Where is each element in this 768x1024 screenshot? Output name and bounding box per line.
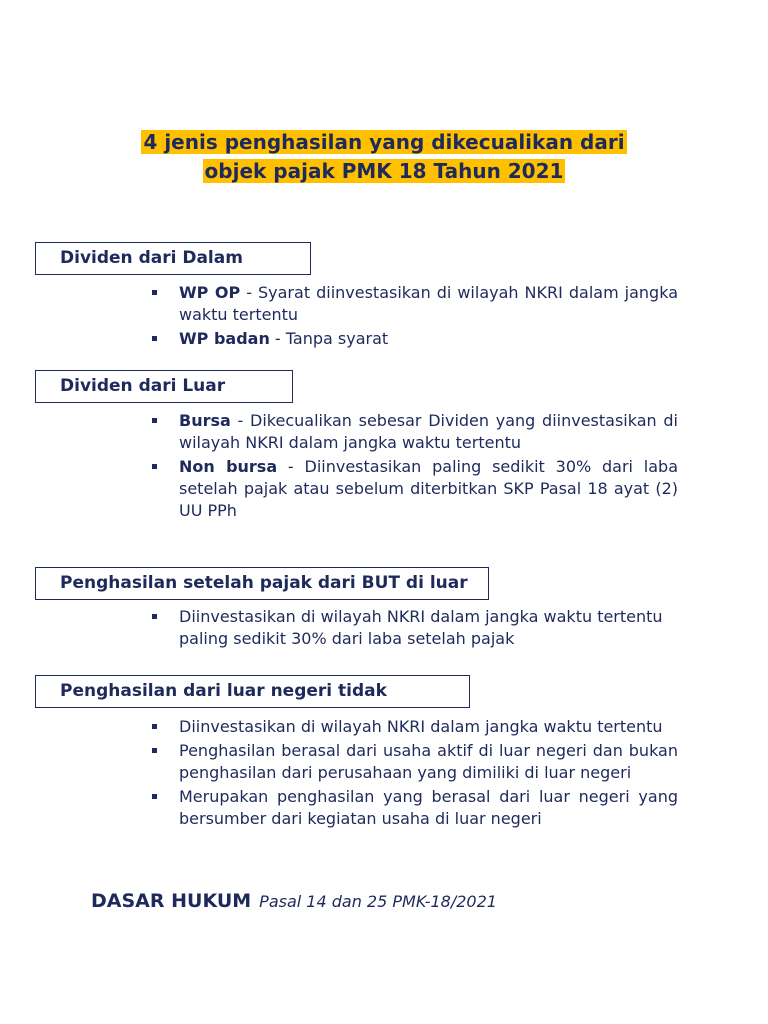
list-item [148, 410, 678, 454]
bullet-list [148, 410, 678, 524]
item-text: Tanpa syarat [285, 329, 389, 348]
item-text: Diinvestasikan di wilayah NKRI dalam jangka waktu tertentu [179, 717, 663, 736]
item-label: WP OP [179, 283, 241, 302]
section-heading: Dividen dari Luar [60, 376, 226, 396]
section-heading: Penghasilan setelah pajak dari BUT di luar [60, 573, 468, 593]
section-heading-box [35, 370, 293, 403]
section-heading-box [35, 675, 470, 708]
legal-basis-text: Pasal 14 dan 25 PMK-18/2021 [259, 892, 497, 911]
item-text: Syarat diinvestasikan di wilayah NKRI dalam jangka waktu tertentu [179, 283, 678, 324]
item-text: Diinvestasikan di wilayah NKRI dalam jangka waktu tertentu paling sedikit 30% dari laba setelah pajak [179, 607, 663, 648]
item-separator: - [230, 411, 251, 430]
item-separator: - [277, 457, 305, 476]
list-item [148, 606, 678, 650]
bullet-list [148, 716, 678, 832]
item-label: Bursa [179, 411, 231, 430]
item-text: Merupakan penghasilan yang berasal dari luar negeri yang bersumber dari kegiatan usaha di luar negeri [179, 787, 678, 828]
title-line-2: objek pajak PMK 18 Tahun 2021 [204, 159, 564, 183]
list-item [148, 328, 678, 350]
bullet-list [148, 282, 678, 352]
section-heading-box [35, 567, 489, 600]
list-item [148, 740, 678, 784]
section-heading: Penghasilan dari luar negeri tidak [60, 681, 387, 701]
bullet-list [148, 606, 678, 652]
item-text: Dikecualikan sebesar Dividen yang diinvestasikan di wilayah NKRI dalam jangka waktu tertentu [179, 411, 678, 452]
item-separator: - [240, 283, 258, 302]
section-heading-box [35, 242, 311, 275]
list-item [148, 716, 678, 738]
list-item [148, 456, 678, 522]
legal-basis-heading: DASAR HUKUM [91, 890, 252, 912]
item-text: Diinvestasikan paling sedikit 30% dari laba setelah pajak atau sebelum diterbitkan SKP Pasal 18 ayat (2) UU PPh [179, 457, 678, 520]
legal-basis [91, 890, 497, 912]
page-title [0, 128, 768, 186]
list-item [148, 282, 678, 326]
item-separator: - [269, 329, 286, 348]
title-line-1: 4 jenis penghasilan yang dikecualikan dari [143, 130, 625, 154]
item-text: Penghasilan berasal dari usaha aktif di luar negeri dan bukan penghasilan dari perusahaan yang dimiliki di luar negeri [179, 741, 678, 782]
item-label: Non bursa [179, 457, 278, 476]
list-item [148, 786, 678, 830]
item-label: WP badan [179, 329, 270, 348]
section-heading: Dividen dari Dalam [60, 248, 243, 268]
